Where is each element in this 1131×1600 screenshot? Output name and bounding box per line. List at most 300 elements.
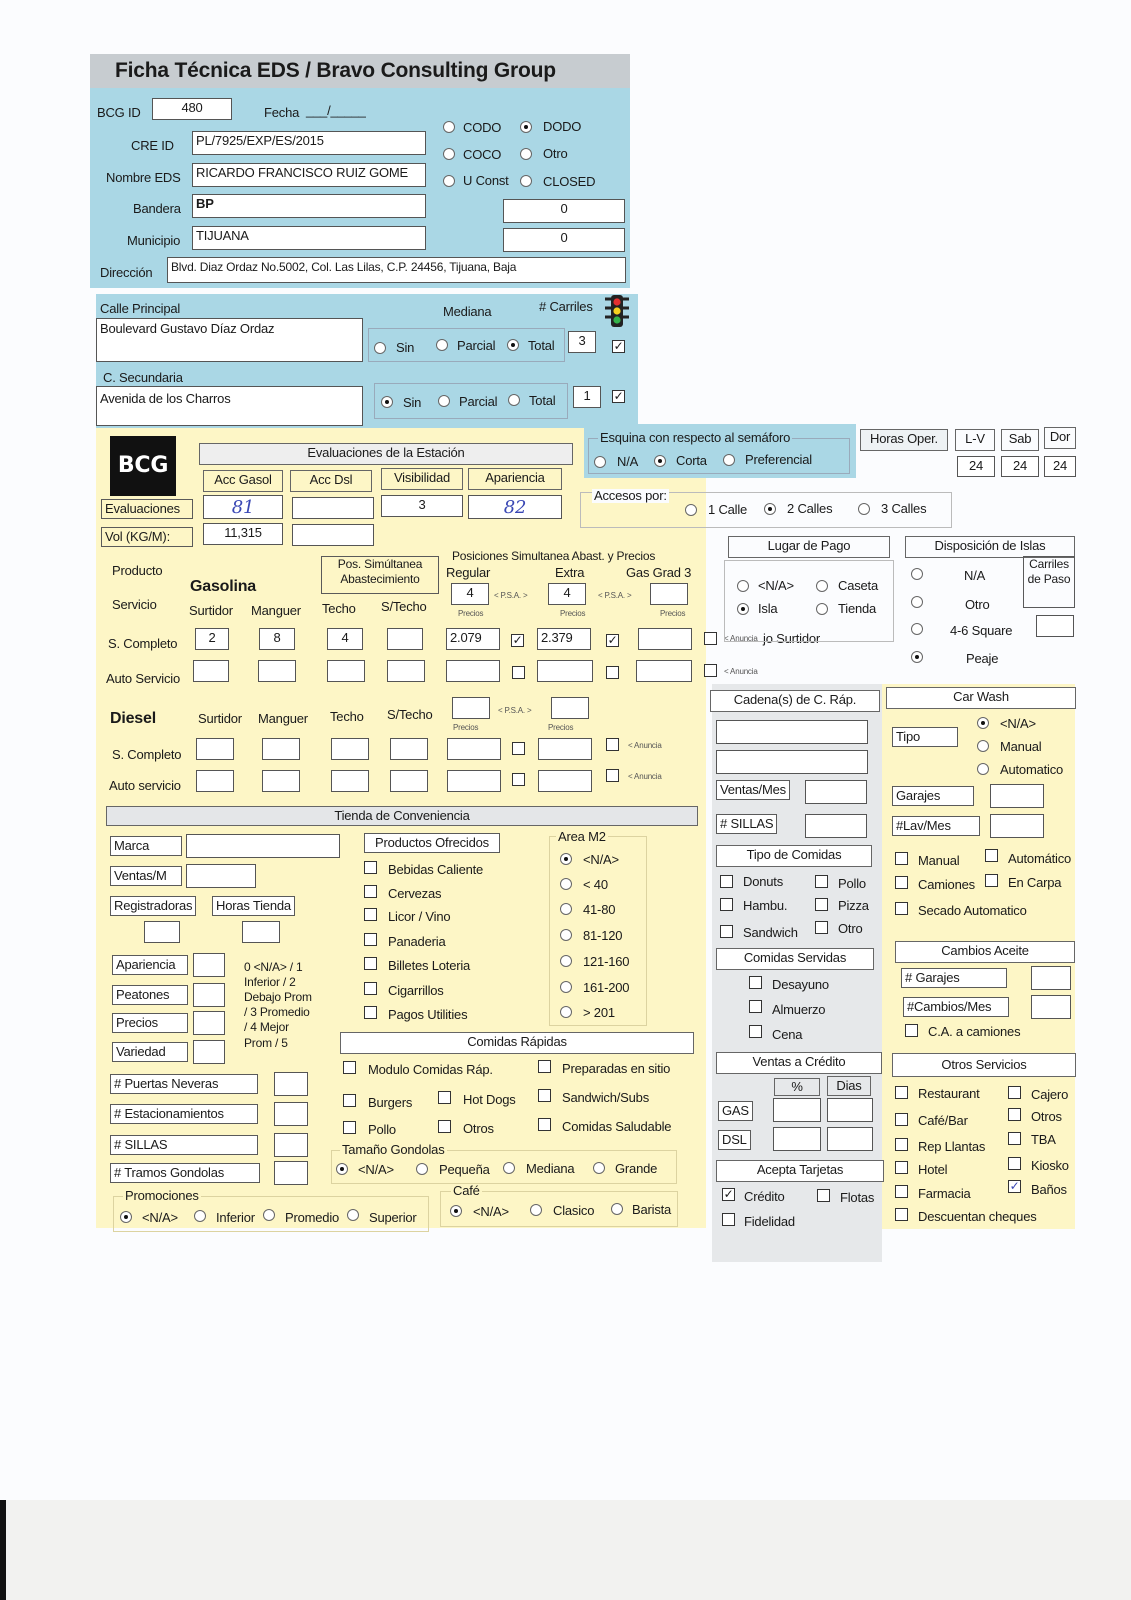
col-surtidor: Surtidor [189, 603, 233, 618]
label-secado: Secado Automatico [918, 903, 1027, 918]
d-as-stecho[interactable] [390, 770, 428, 792]
promo-promedio[interactable] [263, 1209, 275, 1221]
check-hambu[interactable] [720, 898, 733, 911]
d-as-price1[interactable] [447, 770, 501, 792]
check-tba[interactable] [1008, 1132, 1021, 1145]
check-cw-auto[interactable] [985, 849, 998, 862]
esquina-na[interactable] [594, 456, 606, 468]
as-surtidor-field[interactable] [193, 660, 229, 682]
cafe-label: Café [453, 1183, 480, 1198]
d-as-price2[interactable] [538, 770, 592, 792]
cadena-field-1[interactable] [716, 720, 868, 744]
precios-small-5: Precios [548, 723, 574, 732]
label-dodo: DODO [543, 119, 582, 134]
check-sandwichsubs[interactable] [538, 1089, 551, 1102]
sillas-field[interactable] [805, 814, 867, 838]
check-saludable[interactable] [538, 1118, 551, 1131]
pct-label: % [774, 1078, 820, 1096]
gas-label: GAS [718, 1101, 753, 1121]
check-licor[interactable] [364, 908, 377, 921]
ccambios-label: #Cambios/Mes [903, 997, 1009, 1017]
mediana-sin-sec[interactable] [381, 396, 393, 408]
scale-6: Prom / 5 [244, 1036, 288, 1050]
ventasmes-field[interactable] [805, 780, 867, 804]
gasolina-label: Gasolina [190, 578, 256, 595]
check-bebidas[interactable] [364, 861, 377, 874]
label-esquina-corta: Corta [676, 453, 707, 468]
comrap-label: Comidas Rápidas [340, 1032, 694, 1054]
auto2-label: Auto servicio [109, 778, 181, 793]
check-flotas[interactable] [817, 1189, 830, 1202]
horas-dom-field[interactable]: 24 [1044, 456, 1076, 477]
as-reg-checkbox[interactable] [512, 666, 525, 679]
lavmes-field[interactable] [990, 814, 1044, 838]
label-total-sec: Total [529, 393, 556, 408]
d-pos2-field[interactable] [551, 697, 589, 719]
ventasm-field[interactable] [186, 864, 256, 888]
cafe-na[interactable] [450, 1205, 462, 1217]
scompleto-label: S. Completo [108, 636, 178, 651]
label-sin-main: Sin [396, 340, 415, 355]
cadena-field-2[interactable] [716, 750, 868, 774]
check-desayuno[interactable] [749, 976, 762, 989]
radio-closed[interactable] [520, 175, 532, 187]
horas-label: Horas Oper. [860, 429, 948, 451]
label-restaurant: Restaurant [918, 1086, 980, 1101]
carriles-paso-field[interactable] [1036, 615, 1074, 637]
eval-apariencia-field[interactable]: 82 [468, 495, 562, 519]
check-camiones[interactable] [895, 876, 908, 889]
area-label: Area M2 [558, 829, 606, 844]
gondolas-na[interactable] [336, 1163, 348, 1175]
vol-field[interactable]: 11,315 [203, 523, 283, 545]
disp-peaje[interactable] [911, 651, 923, 663]
horastienda-field[interactable] [242, 921, 280, 943]
eval-col-accdsl: Acc Dsl [290, 470, 372, 492]
sc-surtidor-field[interactable]: 2 [195, 628, 229, 650]
carriles-sec-field[interactable]: 1 [573, 386, 601, 408]
vol-field-2[interactable] [292, 524, 374, 546]
check-modulo[interactable] [343, 1061, 356, 1074]
label-otro-com: Otro [838, 921, 863, 936]
csec-field[interactable]: Avenida de los Charros [96, 386, 363, 426]
eval-visibilidad-field[interactable]: 3 [381, 495, 463, 517]
label-area-41: 41-80 [583, 902, 616, 917]
as-techo-field[interactable] [327, 660, 365, 682]
d-sc-check1[interactable] [512, 742, 525, 755]
page-title: Ficha Técnica EDS / Bravo Consulting Group [115, 59, 556, 82]
label-sandwich: Sandwich [743, 925, 798, 940]
horas-lv-field[interactable]: 24 [957, 456, 995, 477]
tsillas-label: # SILLAS [110, 1135, 258, 1155]
fecha-label: Fecha [264, 105, 300, 120]
col-stecho: S/Techo [381, 599, 427, 614]
lavmes-label: #Lav/Mes [892, 816, 980, 836]
label-area-81: 81-120 [583, 928, 623, 943]
area-40[interactable] [560, 878, 572, 890]
area-161[interactable] [560, 981, 572, 993]
calle-field[interactable]: Boulevard Gustavo Díaz Ordaz [96, 318, 363, 362]
check-pagos[interactable] [364, 1006, 377, 1019]
check-preparadas[interactable] [538, 1060, 551, 1073]
horastienda-label: Horas Tienda [212, 896, 295, 916]
check-otro-com[interactable] [815, 921, 828, 934]
price-extra-field[interactable]: 2.379 [537, 628, 591, 650]
tipo-label: Tipo [892, 727, 958, 747]
gas-pct-field[interactable] [773, 1098, 821, 1122]
fecha-value[interactable]: ___/_____ [306, 103, 366, 118]
label-hotel: Hotel [918, 1162, 948, 1177]
disp-otro[interactable] [911, 596, 923, 608]
label-cajero: Cajero [1031, 1087, 1069, 1102]
check-ca-camiones[interactable] [905, 1024, 918, 1037]
label-gondolas-na: <N/A> [358, 1162, 394, 1177]
label-cw-auto: Automatico [1000, 762, 1064, 777]
check-otros-cr[interactable] [438, 1120, 451, 1133]
accesos-1calle[interactable] [685, 504, 697, 516]
check-almuerzo[interactable] [749, 1000, 762, 1013]
d-sc-stecho[interactable] [390, 738, 428, 760]
radio-codo[interactable] [443, 121, 455, 133]
check-pollo-cr[interactable] [343, 1121, 356, 1134]
check-restaurant[interactable] [895, 1086, 908, 1099]
promo-na[interactable] [120, 1211, 132, 1223]
radio-dodo[interactable] [520, 121, 532, 133]
check-fidelidad[interactable] [722, 1213, 735, 1226]
cafe-clasico[interactable] [530, 1204, 542, 1216]
calle-label: Calle Principal [100, 301, 181, 316]
diesel-label: Diesel [110, 710, 156, 727]
promo-inferior[interactable] [194, 1210, 206, 1222]
check-secado[interactable] [895, 902, 908, 915]
estac-field[interactable] [274, 1102, 308, 1126]
check-donuts[interactable] [720, 875, 733, 888]
municipio-label: Municipio [127, 233, 181, 248]
label-pizza: Pizza [838, 898, 869, 913]
anuncia-text: jo Surtidor [763, 631, 821, 646]
tarjetas-label: Acepta Tarjetas [716, 1160, 884, 1182]
gg3-pos-field[interactable] [650, 583, 688, 605]
d-sc-price1[interactable] [447, 738, 501, 760]
horas-sab-field[interactable]: 24 [1001, 456, 1039, 477]
label-cafebar: Café/Bar [918, 1113, 968, 1128]
registradoras-field[interactable] [144, 921, 180, 943]
cw-manual[interactable] [977, 740, 989, 752]
lugar-tienda[interactable] [816, 603, 828, 615]
pos-sim-label: Pos. Simúltanea Abastecimiento [321, 556, 439, 594]
check-hotdogs[interactable] [438, 1091, 451, 1104]
label-banos: Baños [1031, 1182, 1067, 1197]
dsl-dias-field[interactable] [827, 1127, 873, 1151]
label-parcial-main: Parcial [457, 338, 496, 353]
label-lugar-caseta: Caseta [838, 578, 878, 593]
carriles-main-field[interactable]: 3 [568, 331, 596, 353]
scompleto2-label: S. Completo [112, 747, 182, 762]
label-pagos: Pagos Utilities [388, 1007, 468, 1022]
variedad-field[interactable] [193, 1040, 225, 1064]
check-cervezas[interactable] [364, 885, 377, 898]
check-banos[interactable]: ✓ [1009, 1179, 1020, 1193]
label-cervezas: Cervezas [388, 886, 442, 901]
d-as-manguer[interactable] [262, 770, 300, 792]
municipio-field[interactable]: TIJUANA [192, 226, 426, 250]
anuncia-checkbox-2[interactable] [704, 664, 717, 677]
d-sc-techo[interactable] [331, 738, 369, 760]
check-cw-manual[interactable] [895, 852, 908, 865]
d-as-surtidor[interactable] [196, 770, 234, 792]
lugar-isla[interactable] [737, 603, 749, 615]
col-manguer: Manguer [251, 603, 301, 618]
check-credito[interactable]: ✓ [723, 1187, 734, 1201]
dias-label: Dias [827, 1076, 871, 1096]
sillas-label: # SILLAS [716, 814, 777, 834]
anuncia-4: < Anuncia [628, 772, 662, 781]
area-41[interactable] [560, 903, 572, 915]
eval-title: Evaluaciones de la Estación [199, 443, 573, 465]
price-extra-checkbox[interactable]: ✓ [607, 633, 618, 647]
peatones-label: Peatones [112, 985, 188, 1005]
nombre-field[interactable]: RICARDO FRANCISCO RUIZ GOME [192, 163, 426, 187]
producto-label: Producto [112, 563, 163, 578]
zero-field-2[interactable]: 0 [503, 228, 625, 252]
check-repllantas[interactable] [895, 1138, 908, 1151]
label-gondolas-pequena: Pequeña [439, 1162, 490, 1177]
eval-accdsl-field[interactable] [292, 497, 374, 519]
cafe-barista[interactable] [611, 1203, 623, 1215]
label-disp-peaje: Peaje [966, 651, 999, 666]
bandera-field[interactable]: BP [192, 194, 426, 218]
label-burgers: Burgers [368, 1095, 413, 1110]
anuncia-3: < Anuncia [628, 741, 662, 750]
price-regular-field[interactable]: 2.079 [446, 628, 500, 650]
precios-small-4: Precios [453, 723, 479, 732]
as-ext-field[interactable] [537, 660, 593, 682]
label-saludable: Comidas Saludable [562, 1119, 672, 1134]
label-sin-sec: Sin [403, 395, 422, 410]
check-panaderia[interactable] [364, 933, 377, 946]
label-cafe-na: <N/A> [473, 1204, 509, 1219]
tsillas-field[interactable] [274, 1133, 308, 1157]
disp-label: Disposición de Islas [905, 536, 1075, 558]
label-pollo-cr: Pollo [368, 1122, 396, 1137]
check-burgers[interactable] [343, 1094, 356, 1107]
cre-field[interactable]: PL/7925/EXP/ES/2015 [192, 131, 426, 155]
precios-small-1: Precios [458, 609, 484, 618]
pos-sim2-label: Posiciones Simultanea Abast. y Precios [452, 549, 656, 563]
area-na[interactable] [560, 853, 572, 865]
anuncia-checkbox-1[interactable] [704, 632, 717, 645]
label-promo-superior: Superior [369, 1210, 417, 1225]
price-regular-checkbox[interactable]: ✓ [512, 633, 523, 647]
d-as-techo[interactable] [331, 770, 369, 792]
label-promo-na: <N/A> [142, 1210, 178, 1225]
lugar-caseta[interactable] [816, 580, 828, 592]
precios-small-3: Precios [660, 609, 686, 618]
esquina-preferencial[interactable] [723, 454, 735, 466]
label-esquina-preferencial: Preferencial [745, 452, 812, 467]
label-billetes: Billetes Loteria [388, 958, 471, 973]
mediana-total-main[interactable] [507, 339, 519, 351]
d-as-check1[interactable] [512, 773, 525, 786]
label-camiones: Camiones [918, 877, 975, 892]
check-encarpa[interactable] [985, 874, 998, 887]
radio-coco[interactable] [443, 148, 455, 160]
check-cafebar[interactable] [895, 1113, 908, 1126]
carriles-sec-checkbox[interactable]: ✓ [613, 389, 624, 403]
label-codo: CODO [463, 120, 502, 135]
direccion-label: Dirección [100, 265, 153, 280]
accesos-2calles[interactable] [764, 503, 776, 515]
eval-col-accgasol: Acc Gasol [203, 470, 283, 492]
puertas-label: # Puertas Neveras [110, 1074, 258, 1094]
as-gg3-field[interactable] [636, 660, 692, 682]
label-modulo: Modulo Comidas Ráp. [368, 1062, 493, 1077]
garajes-label: Garajes [892, 786, 974, 806]
as-ext-checkbox[interactable] [606, 666, 619, 679]
cw-na[interactable] [977, 717, 989, 729]
horas-col-dom: Dor [1044, 427, 1076, 449]
area-201[interactable] [560, 1006, 572, 1018]
label-closed: CLOSED [543, 174, 596, 189]
as-reg-field[interactable] [446, 660, 500, 682]
check-hotel[interactable] [895, 1161, 908, 1174]
label-area-121: 121-160 [583, 954, 630, 969]
promo-superior[interactable] [347, 1209, 359, 1221]
check-cajero[interactable] [1008, 1086, 1021, 1099]
carriles-main-checkbox[interactable]: ✓ [613, 339, 624, 353]
check-billetes[interactable] [364, 957, 377, 970]
sc-stecho-field[interactable] [387, 628, 423, 650]
check-farmacia[interactable] [895, 1185, 908, 1198]
anuncia-checkbox-3[interactable] [606, 738, 619, 751]
label-disp-na: N/A [964, 568, 986, 583]
horas-col-lv: L-V [955, 429, 995, 451]
label-cw-check-manual: Manual [918, 853, 960, 868]
label-cena: Cena [772, 1027, 803, 1042]
direccion-field[interactable]: Blvd. Diaz Ordaz No.5002, Col. Las Lilas, C.P. 24456, Tijuana, Baja [167, 257, 626, 283]
vol-label: Vol (KG/M): [101, 527, 193, 547]
marca-field[interactable] [186, 834, 340, 858]
label-almuerzo: Almuerzo [772, 1002, 826, 1017]
price-gg3-field[interactable] [638, 628, 692, 650]
accesos-3calles[interactable] [858, 503, 870, 515]
gondolas-grande[interactable] [593, 1162, 605, 1174]
precios-label: Precios [112, 1013, 188, 1033]
label-gondolas-grande: Grande [615, 1161, 658, 1176]
otros-label: Otros Servicios [892, 1053, 1076, 1077]
check-pollo[interactable] [815, 875, 828, 888]
sc-manguer-field[interactable]: 8 [259, 628, 295, 650]
label-cheques: Descuentan cheques [918, 1209, 1037, 1224]
ventasmes-label: Ventas/Mes [716, 780, 790, 800]
check-sandwich[interactable] [720, 925, 733, 938]
as-stecho-field[interactable] [387, 660, 425, 682]
check-pizza[interactable] [815, 898, 828, 911]
tramos-field[interactable] [274, 1161, 308, 1185]
gondolas-mediana[interactable] [503, 1162, 515, 1174]
d-sc-price2[interactable] [538, 738, 592, 760]
area-81[interactable] [560, 929, 572, 941]
scale-4: / 3 Promedio [244, 1005, 310, 1019]
eval-accgasol-field[interactable]: 81 [203, 495, 283, 519]
puertas-field[interactable] [274, 1072, 308, 1096]
label-hotdogs: Hot Dogs [463, 1092, 516, 1107]
mediana-parcial-main[interactable] [436, 339, 448, 351]
label-otros-cr: Otros [463, 1121, 494, 1136]
cw-auto[interactable] [977, 763, 989, 775]
productos-label: Productos Ofrecidos [364, 833, 500, 853]
label-desayuno: Desayuno [772, 977, 829, 992]
check-cigarrillos[interactable] [364, 982, 377, 995]
sc-techo-field[interactable]: 4 [327, 628, 363, 650]
scale-3: Debajo Prom [244, 990, 312, 1004]
check-cena[interactable] [749, 1025, 762, 1038]
gondolas-pequena[interactable] [416, 1163, 428, 1175]
d-sc-surtidor[interactable] [196, 738, 234, 760]
dsl-pct-field[interactable] [773, 1127, 821, 1151]
cgarajes-label: # Garajes [901, 968, 1007, 988]
d-sc-manguer[interactable] [262, 738, 300, 760]
label-lugar-tienda: Tienda [838, 601, 877, 616]
reg-pos-field[interactable]: 4 [451, 583, 489, 605]
scale-2: Inferior / 2 [244, 975, 296, 989]
scale-1: 0 <N/A> / 1 [244, 960, 303, 974]
check-cheques[interactable] [895, 1208, 908, 1221]
check-kiosko[interactable] [1008, 1157, 1021, 1170]
label-accesos-3calles: 3 Calles [881, 501, 927, 516]
cgarajes-field[interactable] [1031, 966, 1071, 990]
carwash-label: Car Wash [886, 687, 1076, 709]
garajes-field[interactable] [990, 784, 1044, 808]
disp-square[interactable] [911, 623, 923, 635]
precios-field[interactable] [193, 1011, 225, 1035]
label-credito: Crédito [744, 1189, 785, 1204]
scan-left-edge [0, 1500, 6, 1600]
d-pos1-field[interactable] [452, 697, 490, 719]
mediana-parcial-sec[interactable] [438, 395, 450, 407]
radio-uconst[interactable] [443, 175, 455, 187]
radio-otro[interactable] [520, 148, 532, 160]
esquina-label: Esquina con respecto al semáforo [600, 430, 791, 445]
apariencia-field[interactable] [193, 953, 225, 977]
mediana-total-sec[interactable] [508, 394, 520, 406]
label-total-main: Total [528, 338, 555, 353]
variedad-label: Variedad [112, 1042, 188, 1062]
label-preparadas: Preparadas en sitio [562, 1061, 671, 1076]
csec-label: C. Secundaria [103, 370, 183, 385]
evaluaciones-label: Evaluaciones [101, 499, 193, 519]
peatones-field[interactable] [193, 983, 225, 1007]
area-121[interactable] [560, 955, 572, 967]
mediana-sin-main[interactable] [374, 342, 386, 354]
ccambios-field[interactable] [1031, 995, 1071, 1019]
anuncia-checkbox-4[interactable] [606, 769, 619, 782]
zero-field-1[interactable]: 0 [503, 199, 625, 223]
bcg-id-field[interactable]: 480 [152, 98, 232, 120]
gasgrad-label: Gas Grad 3 [626, 565, 692, 580]
esquina-corta[interactable] [654, 455, 666, 467]
label-accesos-1calle: 1 Calle [708, 502, 748, 517]
disp-na[interactable] [911, 568, 923, 580]
scan-bottom-edge [0, 1500, 1131, 1600]
as-manguer-field[interactable] [258, 660, 296, 682]
gas-dias-field[interactable] [827, 1098, 873, 1122]
ext-pos-field[interactable]: 4 [548, 583, 586, 605]
check-otros[interactable] [1008, 1108, 1021, 1121]
auto-label: Auto Servicio [106, 671, 180, 686]
label-lugar-isla: Isla [758, 601, 778, 616]
lugar-na[interactable] [737, 580, 749, 592]
